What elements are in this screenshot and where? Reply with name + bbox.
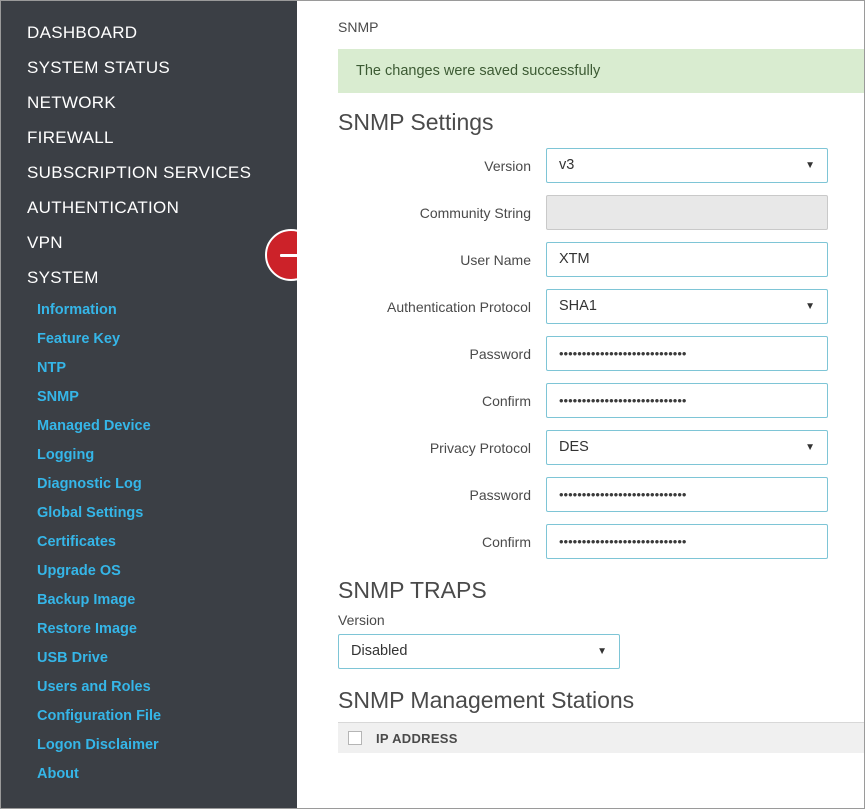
sidebar-item-managed-device[interactable] — [1, 411, 297, 440]
form-row-privacy-confirm — [298, 524, 864, 559]
sidebar-item-label: FIREWALL — [27, 127, 114, 147]
management-stations-title: SNMP Management Stations — [338, 687, 635, 713]
snmp-settings-form — [298, 148, 864, 559]
sidebar-item-label: Upgrade OS — [37, 562, 121, 579]
sidebar-sub-nav — [1, 295, 297, 788]
sidebar-item-label: Certificates — [37, 533, 116, 550]
sidebar-item-certificates[interactable] — [1, 527, 297, 556]
field-label: Password — [469, 345, 531, 362]
sidebar-item-label: Logging — [37, 446, 95, 463]
sidebar-item-restore-image[interactable] — [1, 614, 297, 643]
sidebar-item-authentication[interactable] — [1, 190, 297, 225]
status-banner: The changes were saved successfully — [338, 49, 864, 93]
field-label: Version — [484, 157, 531, 174]
sidebar-item-subscription-services[interactable] — [1, 155, 297, 190]
sidebar-item-firewall[interactable] — [1, 120, 297, 155]
sidebar-item-label: Global Settings — [37, 504, 144, 521]
sidebar-item-information[interactable] — [1, 295, 297, 324]
form-row-auth-password — [298, 336, 864, 371]
form-row-privacy-protocol — [298, 430, 864, 465]
privacy-confirm-value: •••••••••••••••••••••••••••• — [559, 534, 687, 549]
version-select[interactable] — [546, 148, 828, 183]
form-row-auth-confirm — [298, 383, 864, 418]
sidebar-item-label: Logon Disclaimer — [37, 736, 159, 753]
select-all-checkbox[interactable] — [348, 731, 362, 745]
privacy-protocol-value: DES — [559, 439, 589, 455]
privacy-password-value: •••••••••••••••••••••••••••• — [559, 487, 687, 502]
sidebar-item-label: SYSTEM STATUS — [27, 57, 171, 77]
auth-password-value: •••••••••••••••••••••••••••• — [559, 346, 687, 361]
sidebar-item-configuration-file[interactable] — [1, 701, 297, 730]
sidebar-top-nav — [1, 15, 297, 295]
sidebar-item-label: Information — [37, 301, 117, 318]
auth-confirm-input[interactable] — [546, 383, 828, 418]
sidebar-item-label: DASHBOARD — [27, 22, 138, 42]
user-name-value: XTM — [559, 251, 590, 267]
privacy-protocol-select[interactable] — [546, 430, 828, 465]
sidebar-item-label: Users and Roles — [37, 678, 151, 695]
form-row-user-name — [298, 242, 864, 277]
sidebar — [1, 1, 297, 808]
sidebar-item-label: SNMP — [37, 388, 79, 405]
sidebar-item-label: Restore Image — [37, 620, 137, 637]
sidebar-item-label: SYSTEM — [27, 267, 99, 287]
traps-version-select[interactable] — [338, 634, 620, 669]
page-title: SNMP Settings — [338, 109, 494, 135]
sidebar-item-label: AUTHENTICATION — [27, 197, 180, 217]
sidebar-item-upgrade-os[interactable] — [1, 556, 297, 585]
authentication-protocol-value: SHA1 — [559, 298, 597, 314]
field-label: Confirm — [481, 533, 531, 550]
field-label: Privacy Protocol — [429, 439, 531, 456]
sidebar-item-snmp[interactable] — [1, 382, 297, 411]
community-string-input[interactable] — [546, 195, 828, 230]
privacy-password-input[interactable] — [546, 477, 828, 512]
main-content — [298, 1, 864, 808]
form-row-community-string — [298, 195, 864, 230]
sidebar-item-logon-disclaimer[interactable] — [1, 730, 297, 759]
field-label: Authentication Protocol — [387, 298, 531, 315]
sidebar-item-label: VPN — [27, 232, 63, 252]
user-name-input[interactable] — [546, 242, 828, 277]
sidebar-item-diagnostic-log[interactable] — [1, 469, 297, 498]
auth-confirm-value: •••••••••••••••••••••••••••• — [559, 393, 687, 408]
authentication-protocol-select[interactable] — [546, 289, 828, 324]
sidebar-item-label: Feature Key — [37, 330, 121, 347]
sidebar-item-label: Backup Image — [37, 591, 136, 608]
sidebar-item-feature-key[interactable] — [1, 324, 297, 353]
field-label: Community String — [419, 204, 531, 221]
sidebar-item-label: About — [37, 765, 79, 782]
form-row-authentication-protocol — [298, 289, 864, 324]
sidebar-item-label: USB Drive — [37, 649, 108, 666]
management-stations-table-header — [338, 722, 864, 753]
version-value: v3 — [559, 157, 575, 173]
sidebar-item-label: NETWORK — [27, 92, 116, 112]
auth-password-input[interactable] — [546, 336, 828, 371]
field-label: Confirm — [481, 392, 531, 409]
sidebar-item-system-status[interactable] — [1, 50, 297, 85]
sidebar-item-network[interactable] — [1, 85, 297, 120]
traps-version-value: Disabled — [351, 643, 408, 659]
column-header-ip-address: IP ADDRESS — [376, 730, 458, 746]
sidebar-item-logging[interactable] — [1, 440, 297, 469]
sidebar-item-global-settings[interactable] — [1, 498, 297, 527]
sidebar-item-users-and-roles[interactable] — [1, 672, 297, 701]
traps-version-label: Version — [338, 612, 385, 628]
field-label: Password — [469, 486, 531, 503]
sidebar-item-usb-drive[interactable] — [1, 643, 297, 672]
field-label: User Name — [460, 251, 531, 268]
breadcrumb: SNMP — [338, 19, 379, 35]
sidebar-item-about[interactable] — [1, 759, 297, 788]
sidebar-item-label: SUBSCRIPTION SERVICES — [27, 162, 252, 182]
form-row-version — [298, 148, 864, 183]
sidebar-item-backup-image[interactable] — [1, 585, 297, 614]
sidebar-item-ntp[interactable] — [1, 353, 297, 382]
sidebar-item-vpn[interactable] — [1, 225, 297, 260]
snmp-traps-title: SNMP TRAPS — [338, 577, 487, 603]
minus-glyph — [280, 254, 297, 257]
privacy-confirm-input[interactable] — [546, 524, 828, 559]
form-row-privacy-password — [298, 477, 864, 512]
sidebar-item-system[interactable] — [1, 260, 297, 295]
sidebar-item-dashboard[interactable] — [1, 15, 297, 50]
sidebar-item-label: NTP — [37, 359, 66, 376]
sidebar-item-label: Diagnostic Log — [37, 475, 142, 492]
sidebar-item-label: Configuration File — [37, 707, 162, 724]
sidebar-item-label: Managed Device — [37, 417, 151, 434]
